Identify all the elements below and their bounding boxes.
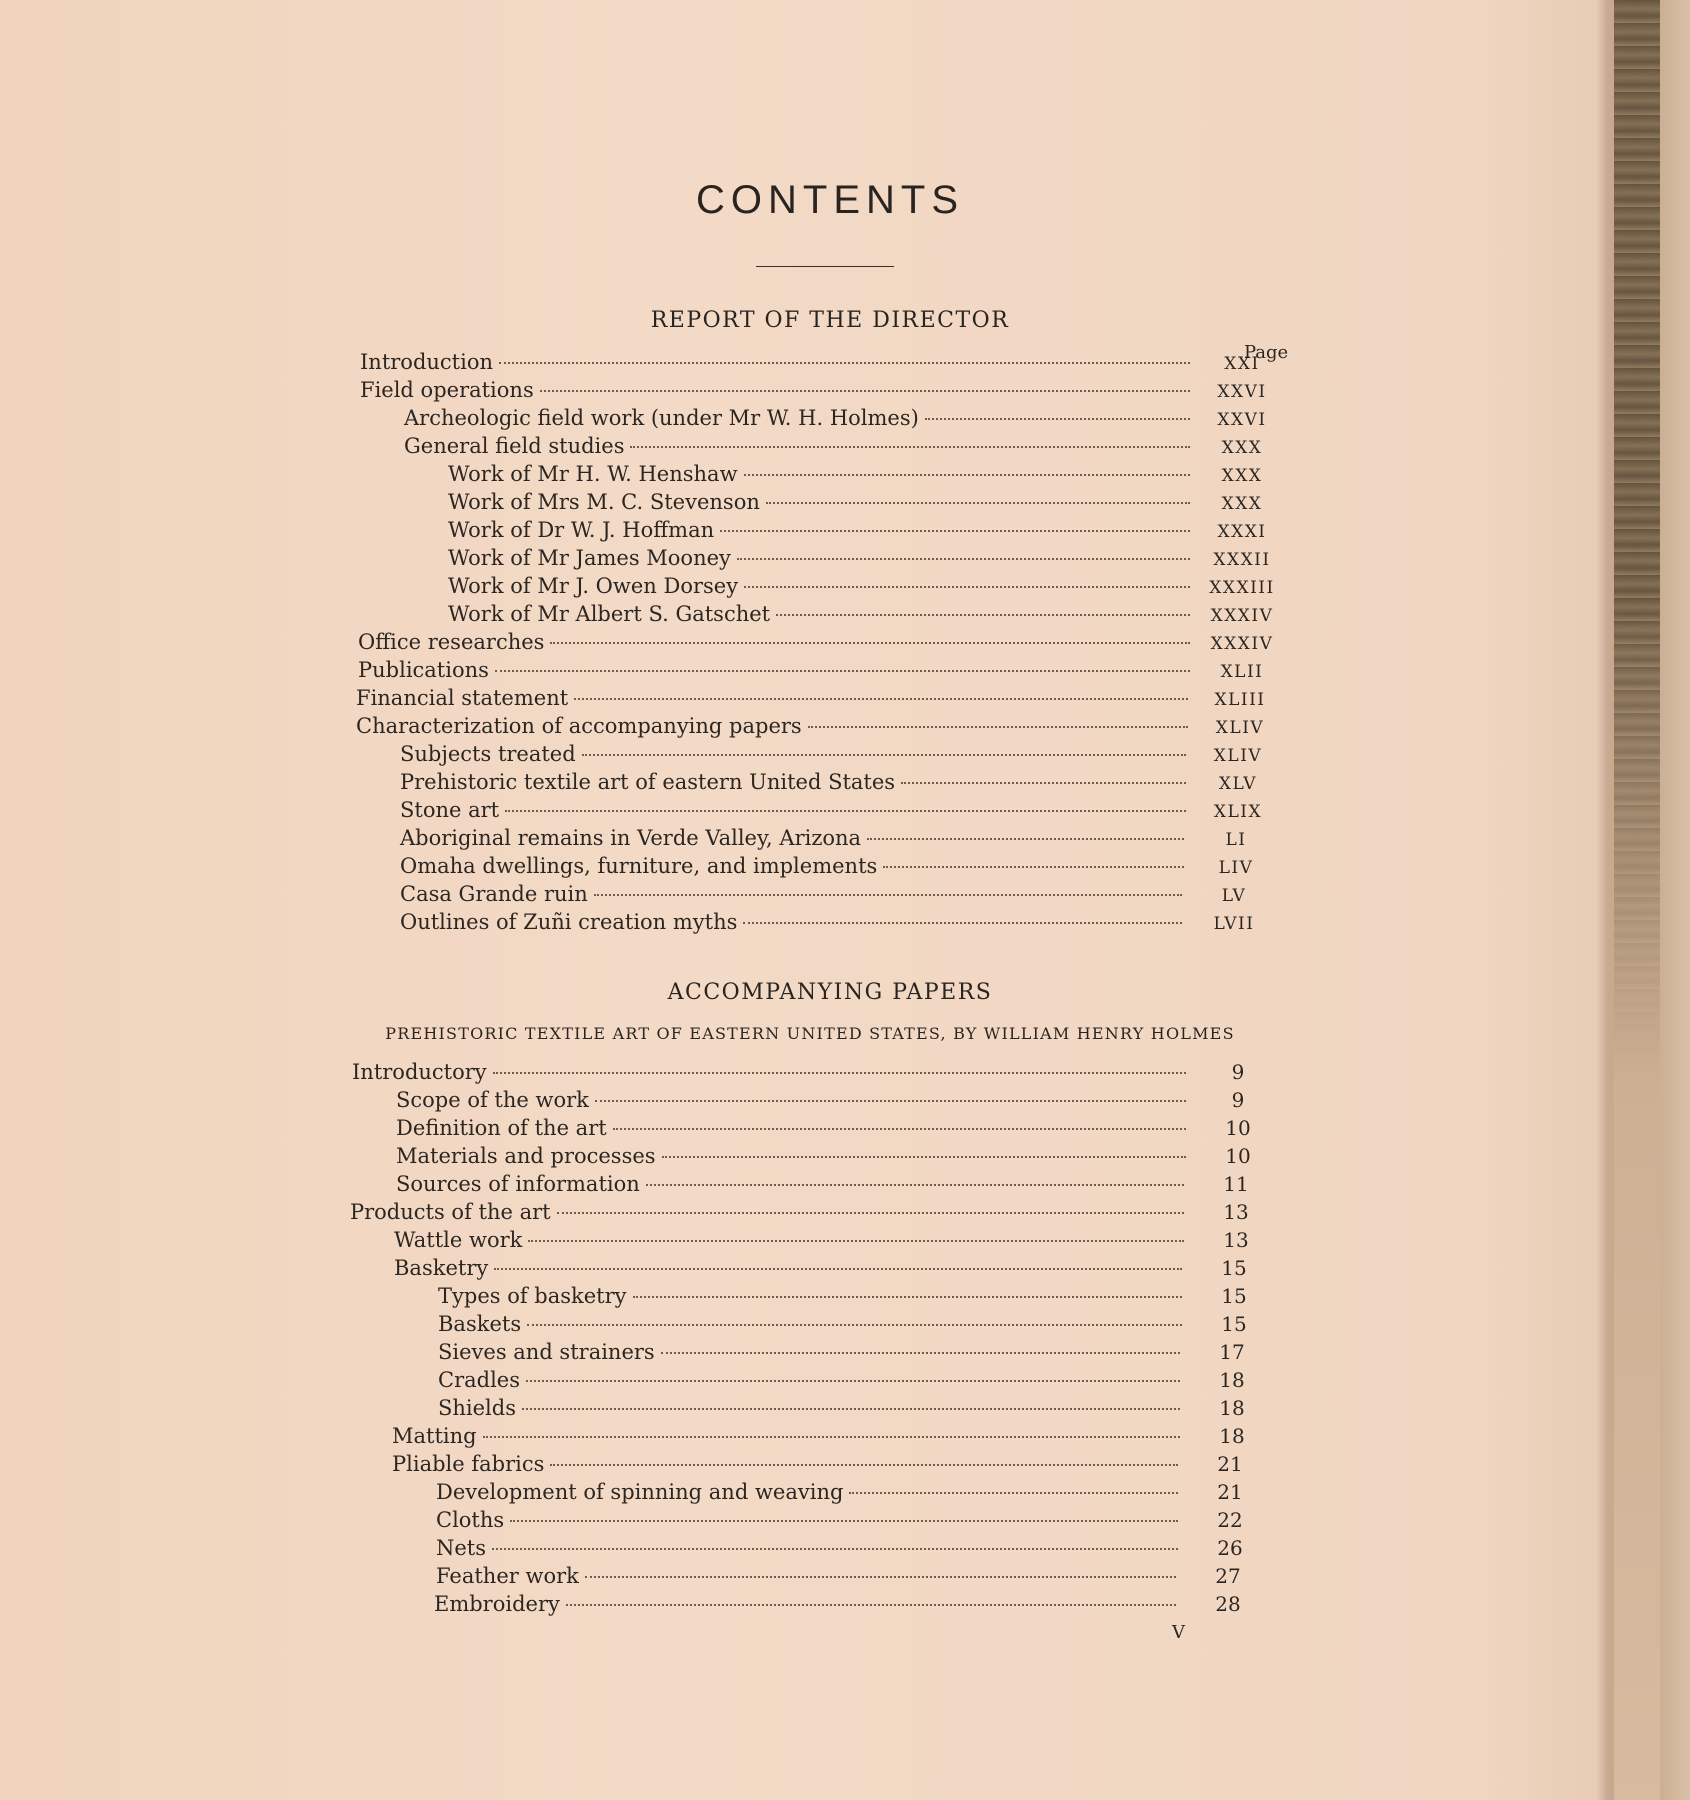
toc-entry-page: 22 bbox=[1217, 1508, 1243, 1532]
toc-entry[interactable] bbox=[356, 712, 1288, 740]
toc-entry-label: Introductory bbox=[352, 1060, 487, 1084]
page-folio-number: V bbox=[1172, 1622, 1185, 1643]
toc-entry[interactable] bbox=[400, 824, 1284, 852]
toc-entry-page: 13 bbox=[1223, 1228, 1249, 1252]
toc-entry-page: XXXIV bbox=[1210, 634, 1274, 654]
toc-entry-page: 26 bbox=[1217, 1536, 1243, 1560]
toc-entry-page: XLV bbox=[1218, 774, 1258, 794]
dot-leader bbox=[550, 1464, 1178, 1466]
toc-entry-label: Embroidery bbox=[434, 1592, 560, 1616]
toc-entry[interactable] bbox=[358, 656, 1290, 684]
toc-entry[interactable] bbox=[360, 348, 1290, 376]
toc-entry[interactable] bbox=[448, 600, 1290, 628]
toc-entry-page: XXX bbox=[1221, 494, 1263, 514]
toc-entry[interactable] bbox=[404, 404, 1290, 432]
toc-entry[interactable] bbox=[396, 1142, 1286, 1170]
toc-entry-label: Field operations bbox=[360, 378, 534, 402]
dot-leader bbox=[661, 1352, 1180, 1354]
toc-entry[interactable] bbox=[392, 1422, 1280, 1450]
toc-entry[interactable] bbox=[434, 1590, 1276, 1618]
toc-entry-label: Feather work bbox=[436, 1564, 579, 1588]
toc-entry-label: Work of Dr W. J. Hoffman bbox=[448, 518, 715, 542]
toc-entry-page: 21 bbox=[1217, 1452, 1243, 1476]
toc-entry[interactable] bbox=[394, 1254, 1282, 1282]
dot-leader bbox=[925, 418, 1190, 420]
dot-leader bbox=[737, 558, 1190, 560]
toc-entry-label: Publications bbox=[358, 658, 489, 682]
toc-entry[interactable] bbox=[448, 516, 1290, 544]
toc-entry[interactable] bbox=[360, 376, 1290, 404]
toc-entry[interactable] bbox=[404, 432, 1290, 460]
toc-entry-label: Baskets bbox=[438, 1312, 522, 1336]
toc-entry-label: Materials and processes bbox=[396, 1144, 656, 1168]
toc-entry[interactable] bbox=[438, 1338, 1280, 1366]
toc-entry-label: Sieves and strainers bbox=[438, 1340, 655, 1364]
dot-leader bbox=[499, 362, 1190, 364]
toc-entry[interactable] bbox=[448, 460, 1290, 488]
toc-entry[interactable] bbox=[436, 1506, 1278, 1534]
papers-section-heading: ACCOMPANYING PAPERS bbox=[667, 980, 993, 1005]
toc-entry-label: General field studies bbox=[404, 434, 625, 458]
dot-leader bbox=[662, 1156, 1186, 1158]
dot-leader bbox=[613, 1128, 1186, 1130]
toc-entry-label: Work of Mr James Mooney bbox=[448, 546, 731, 570]
dot-leader bbox=[493, 1072, 1186, 1074]
dot-leader bbox=[510, 1520, 1178, 1522]
toc-entry-label: Matting bbox=[392, 1424, 477, 1448]
toc-entry[interactable] bbox=[400, 880, 1282, 908]
toc-entry[interactable] bbox=[438, 1366, 1280, 1394]
toc-entry-label: Basketry bbox=[394, 1256, 489, 1280]
toc-entry[interactable] bbox=[394, 1226, 1284, 1254]
page-column-label: Page bbox=[1244, 342, 1289, 363]
dot-leader bbox=[594, 894, 1182, 896]
toc-entry[interactable] bbox=[352, 1058, 1286, 1086]
toc-entry-label: Cloths bbox=[436, 1508, 505, 1532]
toc-entry[interactable] bbox=[436, 1562, 1276, 1590]
dot-leader bbox=[776, 614, 1190, 616]
dot-leader bbox=[566, 1604, 1176, 1606]
toc-entry[interactable] bbox=[438, 1282, 1282, 1310]
dot-leader bbox=[505, 810, 1186, 812]
dot-leader bbox=[527, 1324, 1182, 1326]
toc-entry-label: Scope of the work bbox=[396, 1088, 589, 1112]
dot-leader bbox=[766, 502, 1190, 504]
toc-entry-page: 27 bbox=[1215, 1564, 1241, 1588]
toc-entry-label: Shields bbox=[438, 1396, 516, 1420]
toc-entry-page: 10 bbox=[1225, 1144, 1251, 1168]
book-binding-fade bbox=[1614, 600, 1660, 1800]
toc-entry-page: XXXI bbox=[1217, 522, 1267, 542]
dot-leader bbox=[808, 726, 1188, 728]
toc-entry-page: 17 bbox=[1219, 1340, 1245, 1364]
dot-leader bbox=[557, 1212, 1184, 1214]
toc-entry-page: XXXIV bbox=[1210, 606, 1274, 626]
toc-entry-page: XXXIII bbox=[1209, 578, 1275, 598]
toc-entry-label: Cradles bbox=[438, 1368, 520, 1392]
toc-entry[interactable] bbox=[438, 1394, 1280, 1422]
toc-entry-label: Nets bbox=[436, 1536, 487, 1560]
toc-entry-page: XLIX bbox=[1213, 802, 1263, 822]
toc-entry-page: LVII bbox=[1213, 914, 1255, 934]
toc-entry-label: Aboriginal remains in Verde Valley, Arizona bbox=[400, 826, 862, 850]
toc-entry-label: Omaha dwellings, furniture, and implements bbox=[400, 854, 878, 878]
toc-entry-page: LIV bbox=[1218, 858, 1254, 878]
toc-entry-label: Work of Mr H. W. Henshaw bbox=[448, 462, 738, 486]
toc-entry[interactable] bbox=[350, 1198, 1284, 1226]
director-section-heading: REPORT OF THE DIRECTOR bbox=[650, 308, 1010, 333]
dot-leader bbox=[720, 530, 1190, 532]
toc-entry[interactable] bbox=[448, 544, 1290, 572]
dot-leader bbox=[522, 1408, 1180, 1410]
dot-leader bbox=[574, 698, 1188, 700]
toc-entry-label: Types of basketry bbox=[438, 1284, 627, 1308]
dot-leader bbox=[867, 838, 1184, 840]
dot-leader bbox=[883, 866, 1184, 868]
dot-leader bbox=[585, 1576, 1176, 1578]
dot-leader bbox=[849, 1492, 1178, 1494]
toc-entry[interactable] bbox=[356, 684, 1288, 712]
toc-entry-label: Outlines of Zuñi creation myths bbox=[400, 910, 738, 934]
toc-entry-page: XXVI bbox=[1217, 382, 1267, 402]
toc-entry-label: Stone art bbox=[400, 798, 500, 822]
toc-entry-page: XXX bbox=[1221, 438, 1263, 458]
toc-entry-page: 18 bbox=[1219, 1368, 1245, 1392]
toc-entry-label: Introduction bbox=[360, 350, 493, 374]
dot-leader bbox=[633, 1296, 1182, 1298]
toc-entry-page: 15 bbox=[1221, 1256, 1247, 1280]
toc-entry[interactable] bbox=[436, 1534, 1278, 1562]
page-title: CONTENTS bbox=[696, 178, 964, 222]
toc-entry-label: Products of the art bbox=[350, 1200, 551, 1224]
toc-entry[interactable] bbox=[448, 572, 1290, 600]
toc-entry-label: Work of Mr J. Owen Dorsey bbox=[448, 574, 739, 598]
dot-leader bbox=[595, 1100, 1186, 1102]
toc-entry-page: XXXII bbox=[1213, 550, 1271, 570]
dot-leader bbox=[744, 474, 1190, 476]
toc-entry[interactable] bbox=[396, 1086, 1286, 1114]
dot-leader bbox=[582, 754, 1186, 756]
toc-entry-page: XXI bbox=[1224, 354, 1260, 374]
toc-entry-page: 13 bbox=[1223, 1200, 1249, 1224]
dot-leader bbox=[494, 1268, 1182, 1270]
toc-entry[interactable] bbox=[392, 1450, 1278, 1478]
toc-entry-page: XXX bbox=[1221, 466, 1263, 486]
dot-leader bbox=[540, 390, 1190, 392]
toc-entry[interactable] bbox=[436, 1478, 1278, 1506]
toc-entry-label: Archeologic field work (under Mr W. H. Holmes) bbox=[404, 406, 919, 430]
toc-entry-label: Subjects treated bbox=[400, 742, 576, 766]
dot-leader bbox=[744, 586, 1190, 588]
toc-entry-label: Sources of information bbox=[396, 1172, 640, 1196]
toc-entry-label: Pliable fabrics bbox=[392, 1452, 545, 1476]
dot-leader bbox=[550, 642, 1190, 644]
toc-entry[interactable] bbox=[400, 908, 1282, 936]
dot-leader bbox=[743, 922, 1182, 924]
toc-entry[interactable] bbox=[400, 796, 1286, 824]
toc-entry-page: XXVI bbox=[1217, 410, 1267, 430]
toc-entry-page: 21 bbox=[1217, 1480, 1243, 1504]
toc-entry-label: Wattle work bbox=[394, 1228, 523, 1252]
dot-leader bbox=[630, 446, 1190, 448]
toc-entry-page: 18 bbox=[1219, 1396, 1245, 1420]
dot-leader bbox=[495, 670, 1190, 672]
toc-entry-page: LV bbox=[1221, 886, 1247, 906]
toc-entry-page: 11 bbox=[1223, 1172, 1249, 1196]
dot-leader bbox=[646, 1184, 1184, 1186]
dot-leader bbox=[483, 1436, 1180, 1438]
dot-leader bbox=[526, 1380, 1180, 1382]
toc-entry-page: XLIII bbox=[1214, 690, 1266, 710]
toc-entry[interactable] bbox=[396, 1170, 1284, 1198]
toc-entry[interactable] bbox=[400, 852, 1284, 880]
toc-entry-page: 9 bbox=[1231, 1060, 1245, 1084]
toc-entry-label: Office researches bbox=[358, 630, 545, 654]
toc-entry-page: 10 bbox=[1225, 1116, 1251, 1140]
toc-entry[interactable] bbox=[400, 740, 1286, 768]
toc-entry-page: XLIV bbox=[1215, 718, 1265, 738]
toc-entry[interactable] bbox=[358, 628, 1290, 656]
toc-entry[interactable] bbox=[438, 1310, 1282, 1338]
toc-entry-page: 28 bbox=[1215, 1592, 1241, 1616]
toc-entry[interactable] bbox=[448, 488, 1290, 516]
toc-entry[interactable] bbox=[400, 768, 1286, 796]
toc-entry-page: XLII bbox=[1220, 662, 1264, 682]
dot-leader bbox=[528, 1240, 1184, 1242]
toc-entry-page: 18 bbox=[1219, 1424, 1245, 1448]
dot-leader bbox=[492, 1548, 1178, 1550]
toc-entry-label: Casa Grande ruin bbox=[400, 882, 588, 906]
toc-entry-page: 15 bbox=[1221, 1284, 1247, 1308]
toc-entry-label: Financial statement bbox=[356, 686, 569, 710]
paper-title: PREHISTORIC TEXTILE ART OF EASTERN UNITED STATES, BY WILLIAM HENRY HOLMES bbox=[385, 1024, 1235, 1043]
toc-entry-label: Work of Mr Albert S. Gatschet bbox=[448, 602, 771, 626]
title-divider bbox=[756, 266, 894, 267]
toc-entry-label: Development of spinning and weaving bbox=[436, 1480, 844, 1504]
toc-entry-label: Definition of the art bbox=[396, 1116, 607, 1140]
toc-entry-page: LI bbox=[1225, 830, 1247, 850]
toc-entry-label: Work of Mrs M. C. Stevenson bbox=[448, 490, 760, 514]
dot-leader bbox=[901, 782, 1186, 784]
toc-entry-label: Prehistoric textile art of eastern United States bbox=[400, 770, 896, 794]
toc-entry[interactable] bbox=[396, 1114, 1286, 1142]
toc-entry-page: XLIV bbox=[1213, 746, 1263, 766]
toc-entry-page: 9 bbox=[1231, 1088, 1245, 1112]
toc-entry-page: 15 bbox=[1221, 1312, 1247, 1336]
toc-entry-label: Characterization of accompanying papers bbox=[356, 714, 802, 738]
